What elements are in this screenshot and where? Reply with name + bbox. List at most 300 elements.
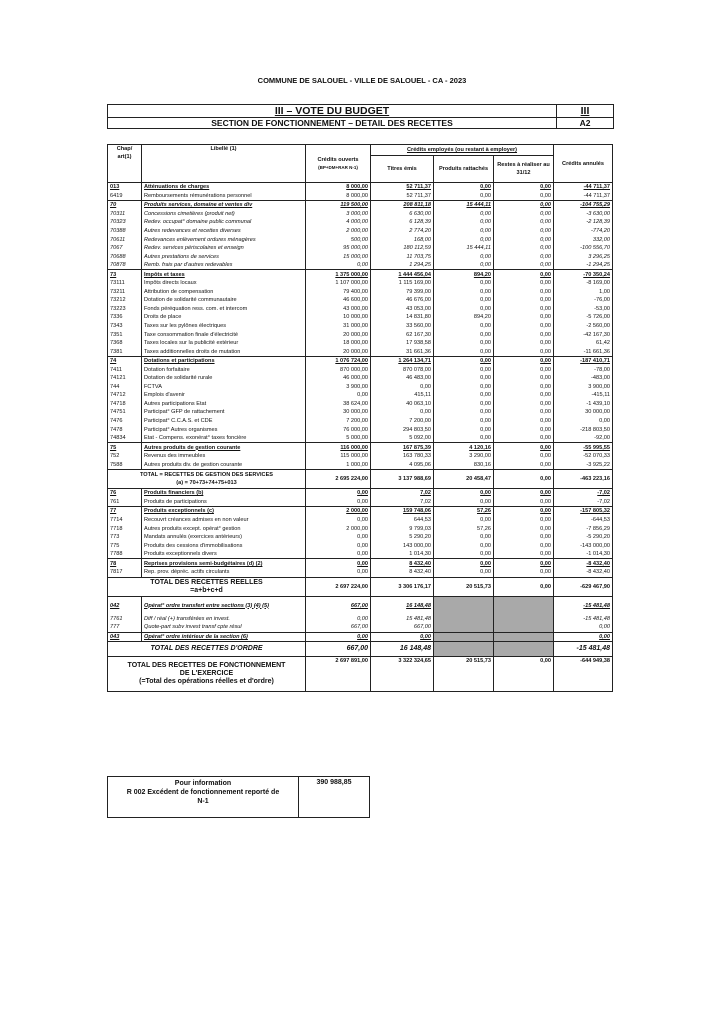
cell-restes: 0,00 bbox=[494, 489, 554, 498]
section-subtitle: SECTION DE FONCTIONNEMENT – DETAIL DES RECETTES bbox=[108, 118, 557, 128]
cell-label: Mandats annulés (exercices antérieurs) bbox=[142, 533, 306, 542]
cell-titres: 8 432,40 bbox=[371, 568, 434, 577]
table-row bbox=[108, 391, 613, 400]
cell-code: 70323 bbox=[108, 218, 142, 227]
cell-ouverts: 76 000,00 bbox=[306, 425, 371, 434]
cell-titres: 52 711,37 bbox=[371, 192, 434, 201]
table-row bbox=[108, 210, 613, 219]
cell-titres: 79 399,00 bbox=[371, 288, 434, 297]
table-row bbox=[108, 288, 613, 297]
table-row bbox=[108, 183, 613, 192]
cell-rattaches: 0,00 bbox=[434, 235, 494, 244]
grand-total-titres: 3 322 324,65 bbox=[371, 657, 434, 692]
cell-titres: 8 432,40 bbox=[371, 559, 434, 568]
cell-titres: 163 780,33 bbox=[371, 452, 434, 461]
cell-label: Concessions cimetières (produit net) bbox=[142, 210, 306, 219]
cell-titres: 43 053,00 bbox=[371, 305, 434, 314]
cell-annules: -104 755,29 bbox=[554, 201, 613, 210]
table-row bbox=[108, 270, 613, 279]
cell-restes: 0,00 bbox=[494, 408, 554, 417]
cell-label: Taxe consommation finale d'électricité bbox=[142, 330, 306, 339]
total-gestion-rattaches: 20 458,47 bbox=[434, 470, 494, 489]
cell-annules: 3 900,00 bbox=[554, 383, 613, 392]
cell-code: 74718 bbox=[108, 400, 142, 409]
cell-rattaches: 0,00 bbox=[434, 279, 494, 288]
cell-titres: 1 444 456,04 bbox=[371, 270, 434, 279]
table-row bbox=[108, 261, 613, 270]
cell-rattaches: 0,00 bbox=[434, 489, 494, 498]
table-row bbox=[108, 252, 613, 261]
cell-ouverts: 3 000,00 bbox=[306, 210, 371, 219]
cell-restes: 0,00 bbox=[494, 550, 554, 559]
cell-code: 73223 bbox=[108, 305, 142, 314]
cell-titres: 0,00 bbox=[371, 632, 434, 642]
cell-rattaches: 0,00 bbox=[434, 356, 494, 365]
info-label bbox=[108, 777, 299, 817]
cell-code: 7411 bbox=[108, 365, 142, 374]
cell-titres: 33 560,00 bbox=[371, 322, 434, 331]
cell-label: Redev. occupat° domaine public communal bbox=[142, 218, 306, 227]
cell-titres: 1 264 134,71 bbox=[371, 356, 434, 365]
cell-ouverts: 38 624,00 bbox=[306, 400, 371, 409]
cell-label: Taxes locales sur la publicité extérieur bbox=[142, 339, 306, 348]
cell-code: 7761 bbox=[108, 615, 142, 624]
cell-annules: 61,42 bbox=[554, 339, 613, 348]
cell-label: Autres produits div. de gestion courante bbox=[142, 461, 306, 470]
cell-rattaches: 830,16 bbox=[434, 461, 494, 470]
cell-code: 777 bbox=[108, 623, 142, 632]
total-ordre-annules: -15 481,48 bbox=[554, 642, 613, 657]
cell-annules: -7,02 bbox=[554, 498, 613, 507]
cell-restes: 0,00 bbox=[494, 227, 554, 236]
cell-annules: -8 169,00 bbox=[554, 279, 613, 288]
cell-ouverts: 30 000,00 bbox=[306, 408, 371, 417]
cell-annules: -8 432,40 bbox=[554, 568, 613, 577]
cell-ouverts: 115 000,00 bbox=[306, 452, 371, 461]
cell-rattaches: 0,00 bbox=[434, 183, 494, 192]
cell-rattaches: 0,00 bbox=[434, 330, 494, 339]
total-gestion-text: TOTAL = RECETTES DE GESTION DES SERVICES bbox=[139, 472, 274, 479]
col-credits-ouverts bbox=[306, 145, 371, 183]
cell-annules: -1 439,10 bbox=[554, 400, 613, 409]
table-row bbox=[108, 596, 613, 615]
cell-gray bbox=[434, 615, 494, 624]
cell-ouverts: 0,00 bbox=[306, 533, 371, 542]
cell-ouverts: 0,00 bbox=[306, 559, 371, 568]
cell-ouverts: 0,00 bbox=[306, 489, 371, 498]
cell-restes: 0,00 bbox=[494, 533, 554, 542]
cell-titres: 5 290,20 bbox=[371, 533, 434, 542]
cell-rattaches: 0,00 bbox=[434, 347, 494, 356]
cell-label: FCTVA bbox=[142, 383, 306, 392]
cell-code: 7381 bbox=[108, 347, 142, 356]
cell-titres: 294 803,50 bbox=[371, 425, 434, 434]
cell-label: Participat° GFP de rattachement bbox=[142, 408, 306, 417]
table-row bbox=[108, 533, 613, 542]
cell-code: 7817 bbox=[108, 568, 142, 577]
cell-ouverts: 10 000,00 bbox=[306, 313, 371, 322]
cell-titres: 143 000,00 bbox=[371, 541, 434, 550]
cell-label: Participat° C.C.A.S. et CDE bbox=[142, 417, 306, 426]
cell-restes: 0,00 bbox=[494, 252, 554, 261]
total-reelles-titres: 3 306 176,17 bbox=[371, 577, 434, 596]
cell-code: 70388 bbox=[108, 227, 142, 236]
cell-label: Produits de participations bbox=[142, 498, 306, 507]
cell-label: Taxes sur les pylônes électriques bbox=[142, 322, 306, 331]
cell-ouverts: 1 375 000,00 bbox=[306, 270, 371, 279]
cell-code: 7718 bbox=[108, 524, 142, 533]
total-gestion-ouverts: 2 695 224,00 bbox=[306, 470, 371, 489]
total-ordre-ouverts: 667,00 bbox=[306, 642, 371, 657]
cell-annules: -774,20 bbox=[554, 227, 613, 236]
cell-rattaches: 0,00 bbox=[434, 365, 494, 374]
cell-annules: 3 296,25 bbox=[554, 252, 613, 261]
cell-ouverts: 0,00 bbox=[306, 615, 371, 624]
table-row bbox=[108, 192, 613, 201]
cell-titres: 46 676,00 bbox=[371, 296, 434, 305]
cell-titres: 11 703,75 bbox=[371, 252, 434, 261]
cell-annules: -3 925,22 bbox=[554, 461, 613, 470]
cell-label: Opérat° ordre intérieur de la section (6) bbox=[142, 632, 306, 642]
cell-titres: 5 092,00 bbox=[371, 434, 434, 443]
cell-code: 74 bbox=[108, 356, 142, 365]
table-row bbox=[108, 516, 613, 525]
cell-label: Produits services, domaine et ventes div bbox=[142, 201, 306, 210]
cell-titres: 667,00 bbox=[371, 623, 434, 632]
cell-rattaches: 15 444,11 bbox=[434, 244, 494, 253]
cell-annules: -2 560,00 bbox=[554, 322, 613, 331]
cell-annules: -187 410,71 bbox=[554, 356, 613, 365]
cell-code: 75 bbox=[108, 443, 142, 452]
cell-label: Autres participations Etat bbox=[142, 400, 306, 409]
cell-restes: 0,00 bbox=[494, 365, 554, 374]
table-row bbox=[108, 489, 613, 498]
cell-ouverts: 4 000,00 bbox=[306, 218, 371, 227]
section-header bbox=[107, 104, 614, 129]
credits-ouverts-note: (BP+DM+RAR N-1) bbox=[318, 164, 358, 170]
cell-code: 7067 bbox=[108, 244, 142, 253]
recettes-table bbox=[107, 144, 613, 692]
cell-label: Impôts directs locaux bbox=[142, 279, 306, 288]
cell-code: 70 bbox=[108, 201, 142, 210]
cell-ouverts: 8 000,00 bbox=[306, 192, 371, 201]
cell-code: 7788 bbox=[108, 550, 142, 559]
cell-code: 761 bbox=[108, 498, 142, 507]
cell-code: 74712 bbox=[108, 391, 142, 400]
cell-rattaches: 0,00 bbox=[434, 550, 494, 559]
cell-annules: -44 711,37 bbox=[554, 192, 613, 201]
cell-code: 74751 bbox=[108, 408, 142, 417]
cell-code: 775 bbox=[108, 541, 142, 550]
cell-restes: 0,00 bbox=[494, 498, 554, 507]
cell-ouverts: 667,00 bbox=[306, 596, 371, 615]
cell-ouverts: 3 900,00 bbox=[306, 383, 371, 392]
cell-label: Autres produits except. opérat° gestion bbox=[142, 524, 306, 533]
cell-gray bbox=[494, 615, 554, 624]
cell-code: 773 bbox=[108, 533, 142, 542]
cell-restes: 0,00 bbox=[494, 192, 554, 201]
cell-label: Atténuations de charges bbox=[142, 183, 306, 192]
cell-ouverts: 5 000,00 bbox=[306, 434, 371, 443]
table-row bbox=[108, 615, 613, 624]
cell-ouverts: 119 500,00 bbox=[306, 201, 371, 210]
cell-titres: 415,11 bbox=[371, 391, 434, 400]
cell-label: Emplois d'avenir bbox=[142, 391, 306, 400]
cell-annules: 0,00 bbox=[554, 623, 613, 632]
cell-ouverts: 1 107 000,00 bbox=[306, 279, 371, 288]
table-row bbox=[108, 417, 613, 426]
col-produits-rattaches: Produits rattachés bbox=[434, 156, 494, 183]
total-gestion-titres: 3 137 988,69 bbox=[371, 470, 434, 489]
cell-label: Remboursements rémunérations personnel bbox=[142, 192, 306, 201]
cell-titres: 0,00 bbox=[371, 408, 434, 417]
cell-titres: 9 799,03 bbox=[371, 524, 434, 533]
grand-total-line3: (=Total des opérations réelles et d'ordre) bbox=[139, 678, 274, 686]
cell-restes: 0,00 bbox=[494, 218, 554, 227]
grand-total-ouverts: 2 697 891,00 bbox=[306, 657, 371, 692]
total-reelles-text: TOTAL DES RECETTES REELLES bbox=[150, 578, 263, 586]
cell-label: Impôts et taxes bbox=[142, 270, 306, 279]
cell-code: 70611 bbox=[108, 235, 142, 244]
cell-ouverts: 0,00 bbox=[306, 550, 371, 559]
cell-annules: -100 556,70 bbox=[554, 244, 613, 253]
cell-label: Attribution de compensation bbox=[142, 288, 306, 297]
cell-label: Redev. services périscolaires et enseign bbox=[142, 244, 306, 253]
cell-rattaches: 0,00 bbox=[434, 305, 494, 314]
cell-code: 7588 bbox=[108, 461, 142, 470]
cell-restes: 0,00 bbox=[494, 244, 554, 253]
cell-ouverts: 43 000,00 bbox=[306, 305, 371, 314]
cell-annules: -157 805,32 bbox=[554, 507, 613, 516]
cell-code: 78 bbox=[108, 559, 142, 568]
cell-annules: 0,00 bbox=[554, 632, 613, 642]
info-line2: R 002 Excédent de fonctionnement reporté de bbox=[126, 789, 280, 796]
cell-titres: 6 128,39 bbox=[371, 218, 434, 227]
table-row bbox=[108, 322, 613, 331]
cell-annules: -44 711,37 bbox=[554, 183, 613, 192]
cell-ouverts: 18 000,00 bbox=[306, 339, 371, 348]
cell-titres: 6 630,00 bbox=[371, 210, 434, 219]
cell-rattaches: 15 444,11 bbox=[434, 201, 494, 210]
cell-annules: -52 070,33 bbox=[554, 452, 613, 461]
table-row bbox=[108, 425, 613, 434]
cell-label: Produits financiers (b) bbox=[142, 489, 306, 498]
cell-code: 73 bbox=[108, 270, 142, 279]
cell-annules: -2 128,39 bbox=[554, 218, 613, 227]
table-row bbox=[108, 408, 613, 417]
cell-annules: -76,00 bbox=[554, 296, 613, 305]
cell-ouverts: 46 600,00 bbox=[306, 296, 371, 305]
cell-rattaches: 0,00 bbox=[434, 383, 494, 392]
grand-total-line1: TOTAL DES RECETTES DE FONCTIONNEMENT bbox=[127, 662, 286, 670]
cell-gray bbox=[494, 623, 554, 632]
cell-code: 042 bbox=[108, 596, 142, 615]
cell-code: 744 bbox=[108, 383, 142, 392]
cell-restes: 0,00 bbox=[494, 183, 554, 192]
cell-ouverts: 500,00 bbox=[306, 235, 371, 244]
cell-label: Dotation de solidarité rurale bbox=[142, 374, 306, 383]
cell-restes: 0,00 bbox=[494, 383, 554, 392]
cell-label: Produits exceptionnels divers bbox=[142, 550, 306, 559]
cell-label: Quote-part subv invest transf cpte résul bbox=[142, 623, 306, 632]
cell-rattaches: 0,00 bbox=[434, 417, 494, 426]
cell-code: 76 bbox=[108, 489, 142, 498]
cell-ouverts: 667,00 bbox=[306, 623, 371, 632]
cell-annules: -5 726,00 bbox=[554, 313, 613, 322]
cell-label: Redevances enlèvement ordures ménagères bbox=[142, 235, 306, 244]
cell-label: Remb. frais par d'autres redevables bbox=[142, 261, 306, 270]
cell-label: Recouvrt créances admises en non valeur bbox=[142, 516, 306, 525]
page-title: COMMUNE DE SALOUEL - VILLE DE SALOUEL - CA - 2023 bbox=[257, 76, 467, 85]
cell-annules: -78,00 bbox=[554, 365, 613, 374]
cell-ouverts: 1 076 724,00 bbox=[306, 356, 371, 365]
cell-titres: 159 748,06 bbox=[371, 507, 434, 516]
cell-ouverts: 31 000,00 bbox=[306, 322, 371, 331]
cell-ouverts: 0,00 bbox=[306, 391, 371, 400]
cell-label: Autres redevances et recettes diverses bbox=[142, 227, 306, 236]
cell-annules: 0,00 bbox=[554, 417, 613, 426]
cell-restes: 0,00 bbox=[494, 452, 554, 461]
cell-rattaches: 0,00 bbox=[434, 252, 494, 261]
cell-code: 70311 bbox=[108, 210, 142, 219]
cell-titres: 2 774,20 bbox=[371, 227, 434, 236]
cell-label: Reprises provisions semi-budgétaires (d) (2) bbox=[142, 559, 306, 568]
cell-rattaches: 0,00 bbox=[434, 296, 494, 305]
cell-restes: 0,00 bbox=[494, 347, 554, 356]
grand-total-annules: -644 949,38 bbox=[554, 657, 613, 692]
cell-label: Droits de place bbox=[142, 313, 306, 322]
cell-restes: 0,00 bbox=[494, 305, 554, 314]
cell-titres: 0,00 bbox=[371, 383, 434, 392]
cell-restes: 0,00 bbox=[494, 330, 554, 339]
cell-annules: -483,00 bbox=[554, 374, 613, 383]
col-restes: Restes à réaliser au 31/12 bbox=[494, 156, 554, 183]
cell-label: Rep. prov. dépréc. actifs circulants bbox=[142, 568, 306, 577]
total-ordre-gray-2 bbox=[494, 642, 554, 657]
cell-titres: 644,53 bbox=[371, 516, 434, 525]
cell-annules: -15 481,48 bbox=[554, 615, 613, 624]
col-titres-emis: Titres émis bbox=[371, 156, 434, 183]
cell-ouverts: 0,00 bbox=[306, 516, 371, 525]
grand-total-restes: 0,00 bbox=[494, 657, 554, 692]
cell-ouverts: 79 400,00 bbox=[306, 288, 371, 297]
cell-restes: 0,00 bbox=[494, 568, 554, 577]
cell-rattaches: 0,00 bbox=[434, 391, 494, 400]
section-code: III bbox=[580, 105, 590, 117]
cell-titres: 1 115 169,00 bbox=[371, 279, 434, 288]
cell-rattaches: 0,00 bbox=[434, 218, 494, 227]
cell-rattaches: 0,00 bbox=[434, 339, 494, 348]
cell-titres: 180 112,59 bbox=[371, 244, 434, 253]
cell-label: Participat° Autres organismes bbox=[142, 425, 306, 434]
cell-ouverts: 0,00 bbox=[306, 498, 371, 507]
cell-titres: 40 063,10 bbox=[371, 400, 434, 409]
cell-restes: 0,00 bbox=[494, 279, 554, 288]
cell-ouverts: 0,00 bbox=[306, 541, 371, 550]
cell-code: 752 bbox=[108, 452, 142, 461]
table-row bbox=[108, 498, 613, 507]
cell-rattaches: 0,00 bbox=[434, 559, 494, 568]
cell-annules: -92,00 bbox=[554, 434, 613, 443]
cell-gray bbox=[434, 632, 494, 642]
cell-annules: -53,00 bbox=[554, 305, 613, 314]
info-value: 390 988,85 bbox=[316, 779, 352, 786]
cell-label: Dotation forfaitaire bbox=[142, 365, 306, 374]
cell-titres: 870 078,00 bbox=[371, 365, 434, 374]
cell-gray bbox=[434, 596, 494, 615]
cell-restes: 0,00 bbox=[494, 461, 554, 470]
cell-titres: 208 811,18 bbox=[371, 201, 434, 210]
total-gestion-annules: -463 223,16 bbox=[554, 470, 613, 489]
cell-titres: 15 481,48 bbox=[371, 615, 434, 624]
cell-label: Revenus des immeubles bbox=[142, 452, 306, 461]
cell-restes: 0,00 bbox=[494, 507, 554, 516]
table-row bbox=[108, 313, 613, 322]
total-reelles-rattaches: 20 515,73 bbox=[434, 577, 494, 596]
cell-restes: 0,00 bbox=[494, 425, 554, 434]
cell-rattaches: 894,20 bbox=[434, 313, 494, 322]
cell-ouverts: 0,00 bbox=[306, 261, 371, 270]
table-row bbox=[108, 632, 613, 642]
cell-ouverts: 116 000,00 bbox=[306, 443, 371, 452]
cell-label: Etat - Compens. exonérat° taxes foncière bbox=[142, 434, 306, 443]
cell-code: 74121 bbox=[108, 374, 142, 383]
table-row bbox=[108, 524, 613, 533]
table-row bbox=[108, 218, 613, 227]
cell-ouverts: 870 000,00 bbox=[306, 365, 371, 374]
cell-code: 7336 bbox=[108, 313, 142, 322]
cell-ouverts: 0,00 bbox=[306, 568, 371, 577]
cell-label: Opérat° ordre transfert entre sections (3) (4) (5) bbox=[142, 596, 306, 615]
cell-rattaches: 0,00 bbox=[434, 434, 494, 443]
cell-annules: -70 350,24 bbox=[554, 270, 613, 279]
table-row bbox=[108, 305, 613, 314]
col-chap: Chap/ art(1) bbox=[108, 145, 142, 183]
total-gestion-label bbox=[108, 470, 306, 489]
cell-code: 6419 bbox=[108, 192, 142, 201]
cell-ouverts: 20 000,00 bbox=[306, 330, 371, 339]
rows-ordre bbox=[108, 596, 613, 642]
cell-code: 043 bbox=[108, 632, 142, 642]
cell-code: 77 bbox=[108, 507, 142, 516]
cell-titres: 167 875,39 bbox=[371, 443, 434, 452]
cell-annules: -218 803,50 bbox=[554, 425, 613, 434]
cell-label: Dotations et participations bbox=[142, 356, 306, 365]
cell-restes: 0,00 bbox=[494, 417, 554, 426]
total-ordre-titres: 16 148,48 bbox=[371, 642, 434, 657]
cell-label: Fonds péréquation ress. com. et intercom bbox=[142, 305, 306, 314]
cell-restes: 0,00 bbox=[494, 443, 554, 452]
table-row bbox=[108, 244, 613, 253]
cell-ouverts: 7 200,00 bbox=[306, 417, 371, 426]
cell-annules: -11 661,36 bbox=[554, 347, 613, 356]
cell-ouverts: 20 000,00 bbox=[306, 347, 371, 356]
cell-rattaches: 0,00 bbox=[434, 261, 494, 270]
table-row bbox=[108, 235, 613, 244]
cell-rattaches: 0,00 bbox=[434, 192, 494, 201]
cell-code: 74834 bbox=[108, 434, 142, 443]
cell-titres: 4 095,06 bbox=[371, 461, 434, 470]
cell-annules: -55 995,55 bbox=[554, 443, 613, 452]
cell-gray bbox=[434, 623, 494, 632]
cell-code: 7714 bbox=[108, 516, 142, 525]
cell-annules: -5 290,20 bbox=[554, 533, 613, 542]
info-box bbox=[107, 776, 370, 818]
grand-total-rattaches: 20 515,73 bbox=[434, 657, 494, 692]
cell-ouverts: 2 000,00 bbox=[306, 227, 371, 236]
cell-ouverts: 1 000,00 bbox=[306, 461, 371, 470]
cell-ouverts: 15 000,00 bbox=[306, 252, 371, 261]
